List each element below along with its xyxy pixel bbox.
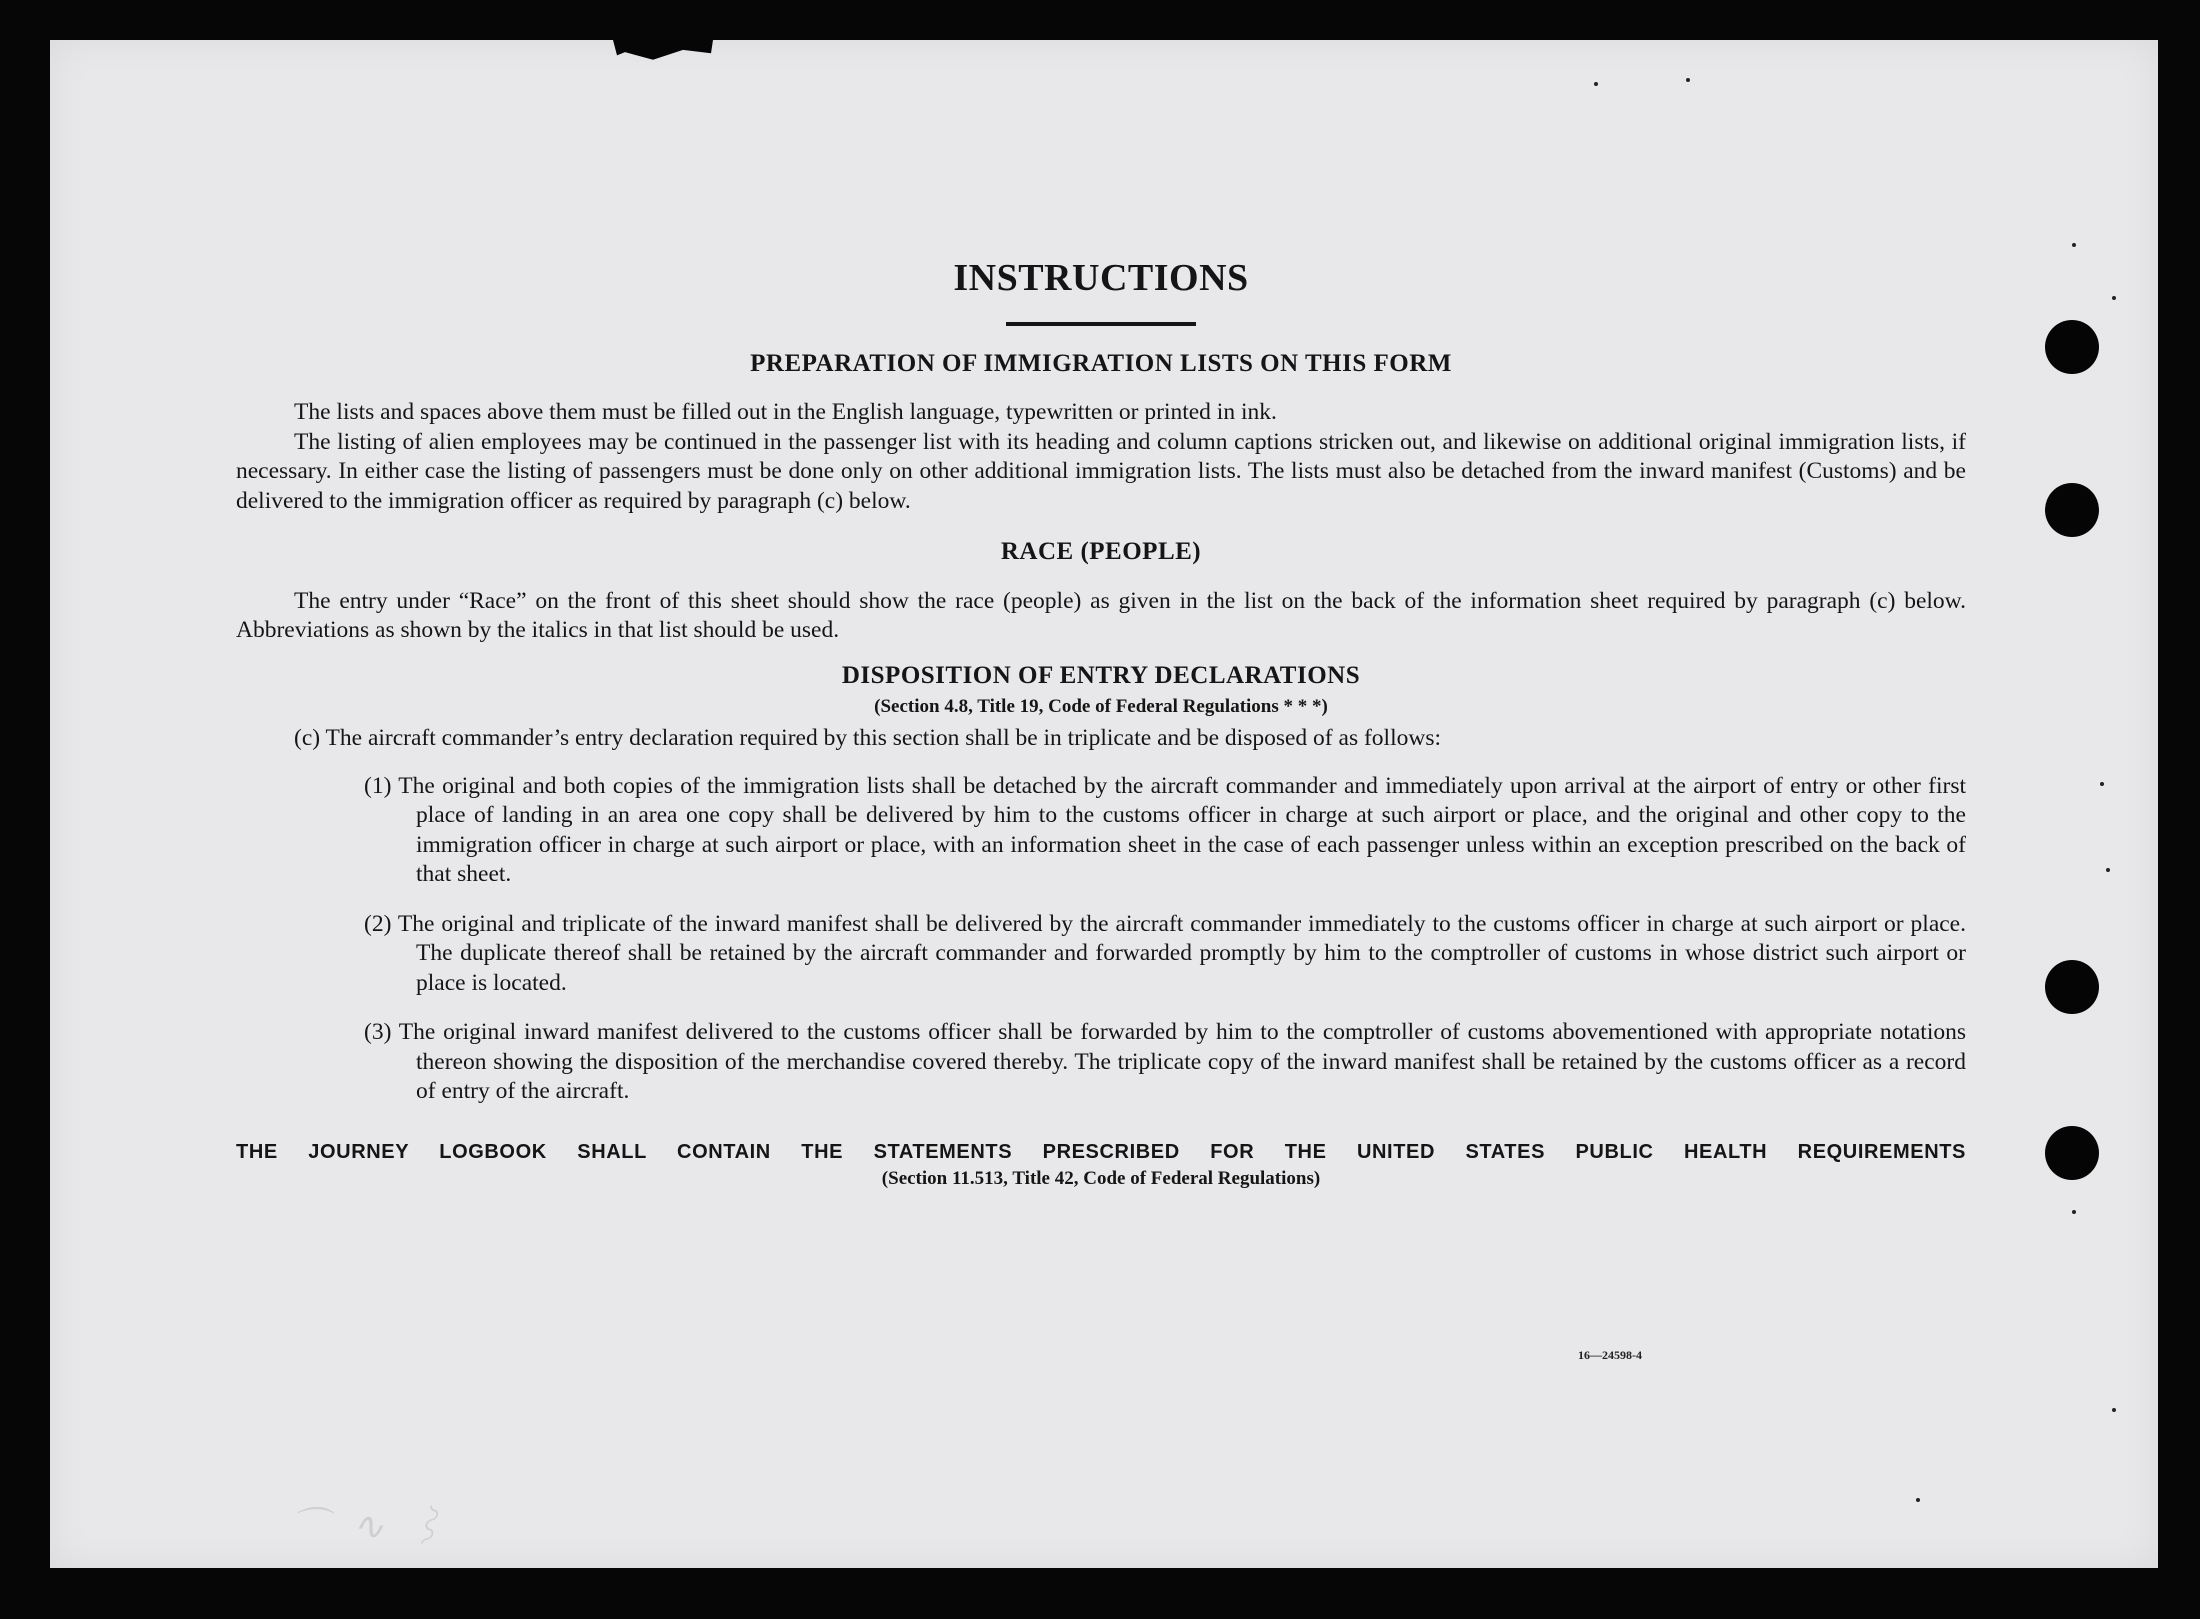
list-item-1: (1) The original and both copies of the immigration lists shall be detached by the aircraft commander and immediately upon arrival at the airport of entry or other first place of landing in an area one copy shall be delivered by him to the customs officer in charge at such airport or place, and the original and other copy to the immigration officer in charge at such airport or place, with an information sheet in the case of each passenger unless within an exception prescribed on the back of that sheet. (364, 772, 1966, 888)
paragraph-alien-employees: The listing of alien employees may be continued in the passenger list with its heading and column captions stricken out, and likewise on additional original immigration lists, if necessary. In either case the listing of passengers must be done only on other additional immigration lists. The lists must also be detached from the inward manifest (Customs) and be delivered to the immigration officer as required by paragraph (c) below. (236, 428, 1966, 514)
footer-citation: (Section 11.513, Title 42, Code of Federal Regulations) (881, 1167, 1321, 1189)
dust-speck (2072, 1210, 2076, 1214)
punch-hole (2045, 960, 2099, 1014)
punch-hole (2045, 320, 2099, 374)
dust-speck (2112, 296, 2116, 300)
section-heading-race: RACE (PEOPLE) (1000, 538, 1202, 566)
pencil-mark: ⌒ ∿ ⌇ (290, 1504, 452, 1548)
dust-speck (1686, 78, 1690, 82)
instructions-content (236, 256, 1966, 1190)
paragraph-language: The lists and spaces above them must be filled out in the English language, typewritten or printed in ink. (294, 399, 1277, 426)
list-item-2: (2) The original and triplicate of the inward manifest shall be delivered by the aircraft commander immediately to the customs officer in charge at such airport or place. The duplicate thereof shall be retained by the aircraft commander and forwarded promptly by him to the comptroller of customs in whose district such airport or place is located. (364, 910, 1966, 996)
footer-statement: THE JOURNEY LOGBOOK SHALL CONTAIN THE STATEMENTS PRESCRIBED FOR THE UNITED STATES PUBLIC HEALTH REQUIREMENTS (236, 1140, 1966, 1163)
title-underline (1006, 322, 1196, 326)
dust-speck (2072, 243, 2076, 247)
dust-speck (2112, 1408, 2116, 1412)
punch-hole (2045, 483, 2099, 537)
list-item-3: (3) The original inward manifest delivered to the customs officer shall be forwarded by him to the comptroller of customs abovementioned with appropriate notations thereon showing the disposition of the merchandise covered thereby. The triplicate copy of the inward manifest shall be retained by the customs officer as a record of entry of the aircraft. (364, 1019, 1966, 1105)
punch-hole (2045, 1126, 2099, 1180)
paragraph-race: The entry under “Race” on the front of this sheet should show the race (people) as given in the list on the back of the information sheet required by paragraph (c) below. Abbreviations as shown by the italics in that list should be used. (236, 587, 1966, 644)
dust-speck (2100, 782, 2104, 786)
dust-speck (1594, 82, 1598, 86)
section-heading-disposition: DISPOSITION OF ENTRY DECLARATIONS (841, 661, 1361, 689)
paragraph-c-intro: (c) The aircraft commander’s entry declaration required by this section shall be in triplicate and be disposed of as follows: (294, 725, 1441, 752)
section-heading-preparation: PREPARATION OF IMMIGRATION LISTS ON THIS FORM (750, 349, 1452, 377)
dust-speck (2106, 868, 2110, 872)
dust-speck (1916, 1498, 1920, 1502)
form-number: 16—24598-4 (1578, 1348, 1642, 1362)
page-title: INSTRUCTIONS (953, 257, 1249, 299)
section-citation: (Section 4.8, Title 19, Code of Federal Regulations * * *) (874, 696, 1328, 718)
